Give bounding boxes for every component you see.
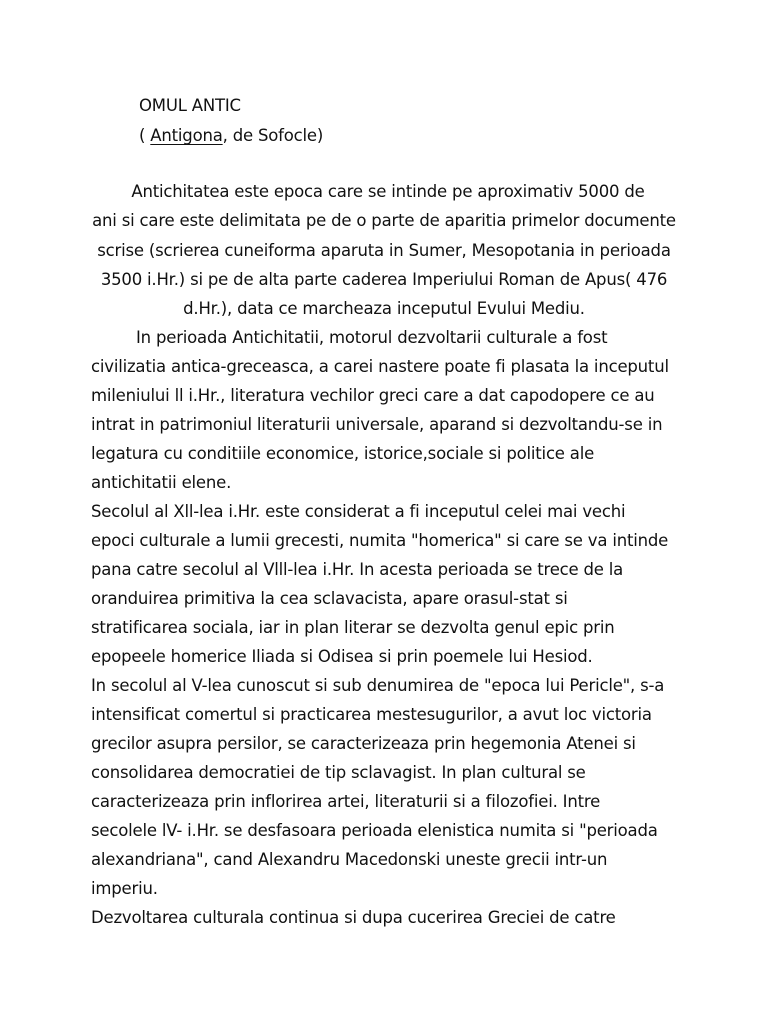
text-line-06: In perioada Antichitatii, motorul dezvoltarii culturale a fost [136, 328, 608, 347]
text-line-05: d.Hr.), data ce marcheaza inceputul Evului Mediu. [183, 299, 585, 318]
text-line-15: oranduirea primitiva la cea sclavacista, apare orasul-stat si [91, 589, 568, 608]
work-title: Antigona [150, 126, 223, 145]
text-line-11: antichitatii elene. [91, 473, 232, 492]
text-line-21: consolidarea democratiei de tip sclavagist. In plan cultural se [91, 763, 586, 782]
text-line-22: caracterizeaza prin inflorirea artei, literaturii si a filozofiei. Intre [91, 792, 601, 811]
text-line-14: pana catre secolul al Vlll-lea i.Hr. In acesta perioada se trece de la [91, 560, 624, 579]
subtitle-open: ( [139, 126, 151, 145]
text-line-12: Secolul al Xll-lea i.Hr. este considerat a fi inceputul celei mai vechi [91, 502, 626, 521]
text-line-08: mileniului ll i.Hr., literatura vechilor greci care a dat capodopere ce au [91, 386, 655, 405]
text-line-18: In secolul al V-lea cunoscut si sub denumirea de "epoca lui Pericle", s-a [91, 676, 665, 695]
text-line-24: alexandriana", cand Alexandru Macedonski uneste grecii intr-un [91, 850, 608, 869]
text-line-16: stratificarea sociala, iar in plan literar se dezvolta genul epic prin [91, 618, 615, 637]
document-subtitle [139, 121, 323, 150]
subtitle-rest: , de Sofocle) [222, 126, 324, 145]
text-line-20: grecilor asupra persilor, se caracterizeaza prin hegemonia Atenei si [91, 734, 636, 753]
text-line-19: intensificat comertul si practicarea mestesugurilor, a avut loc victoria [91, 705, 652, 724]
text-line-10: legatura cu conditiile economice, istorice,sociale si politice ale [91, 444, 595, 463]
text-line-01: Antichitatea este epoca care se intinde pe aproximativ 5000 de [131, 182, 645, 201]
text-line-09: intrat in patrimoniul literaturii universale, aparand si dezvoltandu-se in [91, 415, 663, 434]
text-line-04: 3500 i.Hr.) si pe de alta parte caderea Imperiului Roman de Apus( 476 [100, 270, 668, 289]
text-line-02: ani si care este delimitata pe de o parte de aparitia primelor documente [92, 211, 676, 230]
text-line-07: civilizatia antica-greceasca, a carei nastere poate fi plasata la inceputul [91, 357, 669, 376]
text-line-03: scrise (scrierea cuneiforma aparuta in Sumer, Mesopotania in perioada [97, 241, 671, 260]
text-line-25: imperiu. [91, 879, 158, 898]
text-line-17: epopeele homerice Iliada si Odisea si prin poemele lui Hesiod. [91, 647, 593, 666]
text-line-23: secolele lV- i.Hr. se desfasoara perioada elenistica numita si "perioada [91, 821, 658, 840]
text-line-26: Dezvoltarea culturala continua si dupa cucerirea Greciei de catre [91, 908, 616, 927]
document-title: OMUL ANTIC [139, 96, 241, 115]
text-line-13: epoci culturale a lumii grecesti, numita "homerica" si care se va intinde [91, 531, 669, 550]
